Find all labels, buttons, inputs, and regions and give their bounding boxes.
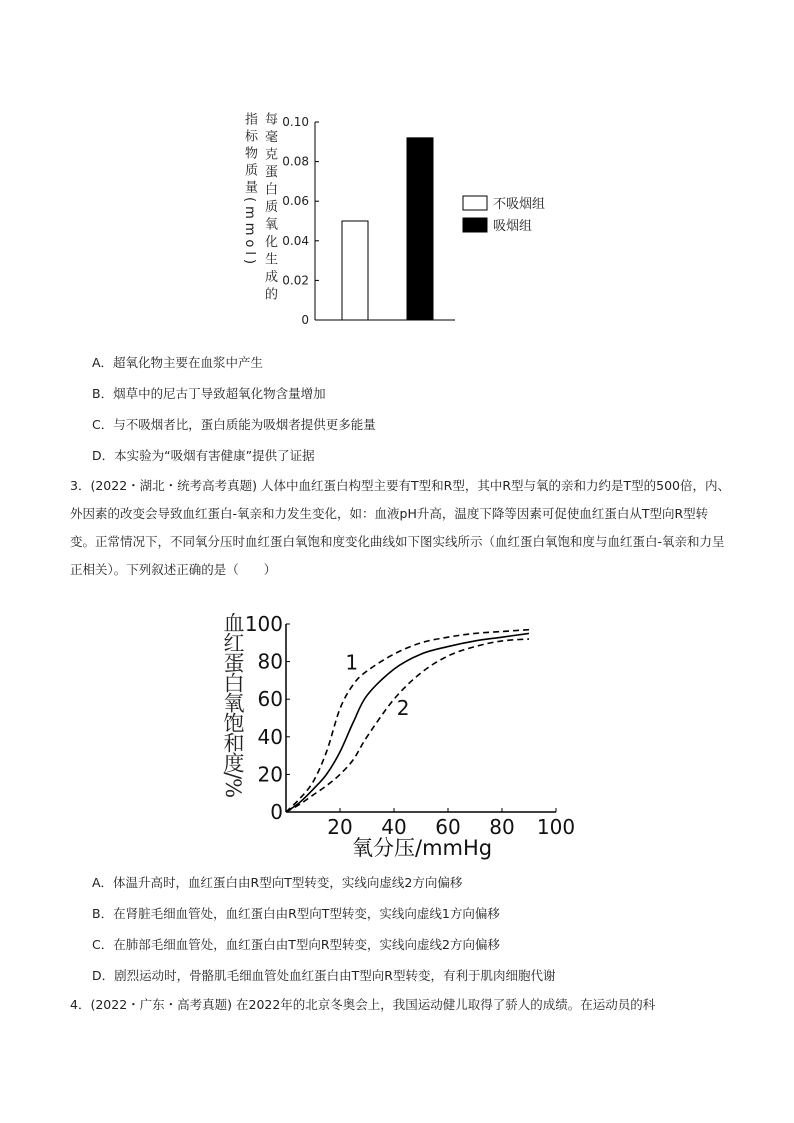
bar-nonsmoker: [342, 221, 368, 320]
line-y-tick-label: 40: [257, 724, 283, 749]
q3-question: 3．(2022・湖北・统考高考真题) 人体中血红蛋白构型主要有T型和R型，其中R型与氧的亲和力约是T型的500倍，内、外因素的改变会导致血红蛋白-氧亲和力发生变化，如：血液pH升高，温度下降等因素可促使血红蛋白从T型向R型转变。正常情况下，不同氧分压时血红蛋白氧饱和度变化曲线如下图实线所示（血红蛋白氧饱和度与血红蛋白-氧亲和力呈正相关）。下列叙述正确的是（ ）: [70, 478, 730, 577]
bar-ylabel-left: [241, 112, 257, 268]
curve-solid: [286, 633, 529, 812]
curve-label-2: 2: [396, 695, 410, 720]
curve-dashed-1: [286, 630, 529, 812]
q2-option-c: C．与不吸烟者比，蛋白质能为吸烟者提供更多能量: [92, 417, 376, 432]
bar-legend-label: 不吸烟组: [493, 197, 546, 212]
line-y-tick-label: 0: [270, 800, 283, 824]
bar-legend-label: 吸烟组: [493, 219, 533, 234]
bar-y-tick-label: 0.06: [282, 194, 309, 209]
q2-option-a: A．超氧化物主要在血浆中产生: [92, 355, 264, 370]
q3-option-a: A．体温升高时，血红蛋白由R型向T型转变，实线向虚线2方向偏移: [92, 875, 463, 890]
curve-label-1: 1: [345, 650, 359, 675]
line-y-tick-label: 20: [257, 762, 283, 787]
bar-legend-swatch: [463, 218, 487, 232]
q3-option-d: D．剧烈运动时，骨骼肌毛细血管处血红蛋白由T型向R型转变，有利于肌肉细胞代谢: [92, 968, 556, 983]
line-x-tick-label: 100: [536, 815, 576, 839]
bar-y-tick-label: 0: [301, 313, 309, 327]
bar-y-tick-label: 0.08: [282, 154, 309, 169]
bar-y-tick-label: 0.10: [282, 115, 309, 129]
bar-plot: [275, 110, 565, 330]
q3-option-c: C．在肺部毛细血管处，血红蛋白由T型向R型转变，实线向虚线2方向偏移: [92, 937, 501, 952]
bar-legend-swatch: [463, 196, 487, 210]
line-y-tick-label: 80: [257, 649, 283, 674]
bar-y-tick-label: 0.02: [282, 273, 309, 288]
line-x-tick-label: 40: [381, 815, 407, 839]
line-ylabel-text: 血红蛋白氧饱和度/%: [221, 612, 245, 798]
line-x-tick-label: 60: [435, 815, 461, 839]
q2-option-b: B．烟草中的尼古丁导致超氧化物含量增加: [92, 386, 326, 401]
bar-chart: [235, 110, 565, 330]
bar-ylabel-left-text: 指标物质量(mmol): [242, 112, 257, 269]
line-ylabel: [220, 612, 248, 801]
bar-smoker: [407, 138, 433, 320]
q4-question: 4．(2022・广东・高考真题) 在2022年的北京冬奥会上，我国运动健儿取得了骄人的成绩。在运动员的科: [70, 997, 656, 1012]
line-y-tick-label: 60: [257, 687, 283, 712]
line-x-tick-label: 20: [327, 815, 353, 839]
q2-option-d: D．本实验为“吸烟有害健康”提供了证据: [92, 448, 315, 463]
line-x-tick-label: 80: [489, 815, 515, 839]
q3-option-b: B．在肾脏毛细血管处，血红蛋白由R型向T型转变，实线向虚线1方向偏移: [92, 906, 500, 921]
bar-y-tick-label: 0.04: [282, 233, 309, 248]
line-chart: [218, 612, 588, 860]
line-x-label: 氧分压/mmHg: [352, 836, 493, 860]
curve-dashed-2: [286, 639, 529, 812]
line-plot: [244, 612, 588, 860]
bar-ylabel-right-text: 每毫克蛋白质氧化生成的: [262, 112, 277, 305]
line-y-tick-label: 100: [244, 612, 283, 636]
